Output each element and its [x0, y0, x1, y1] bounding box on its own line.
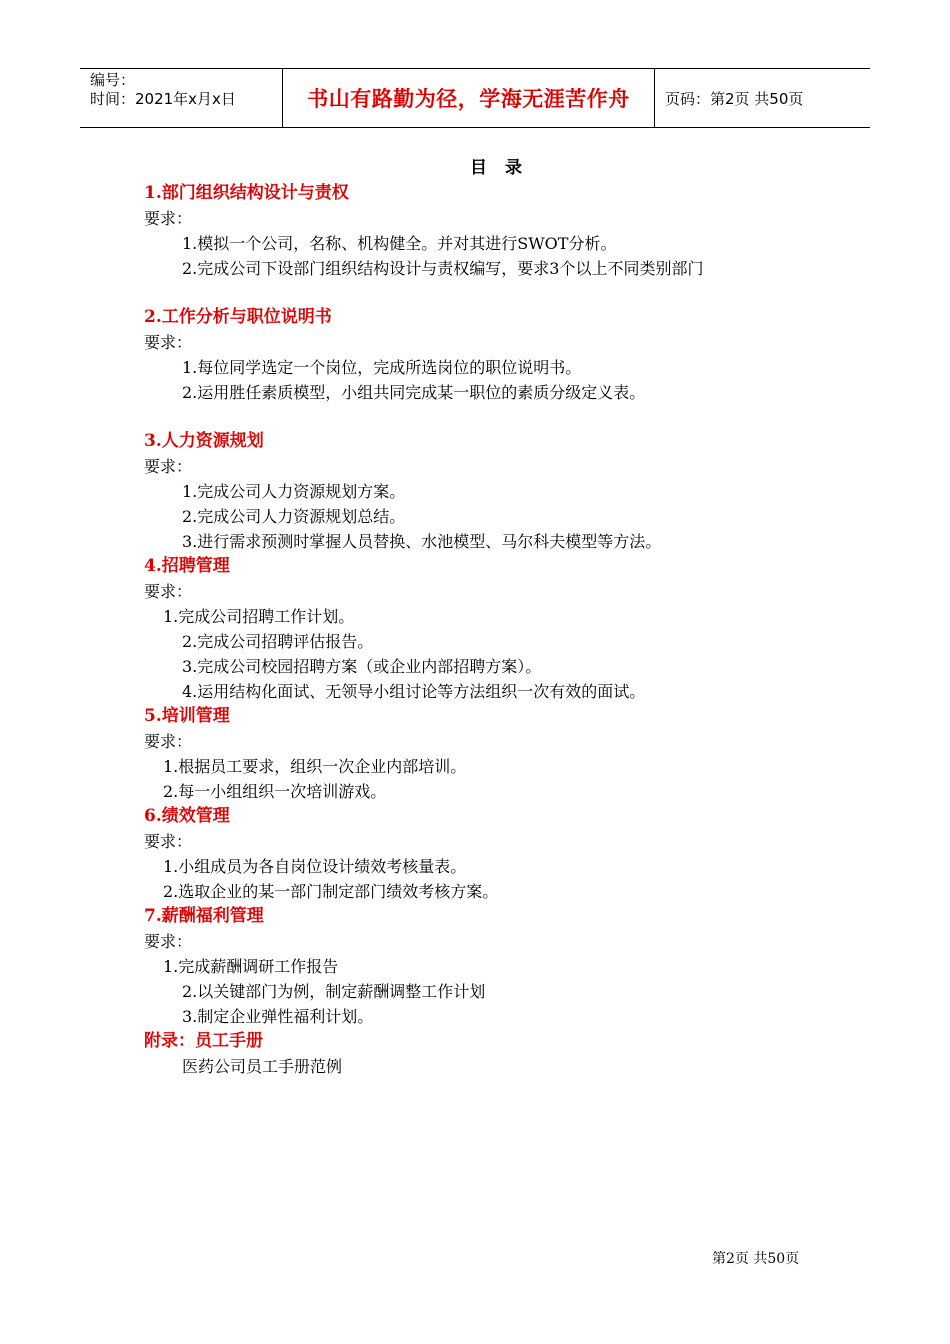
section-title: 5.培训管理 [144, 706, 230, 726]
requirement-label: 要求： [144, 732, 193, 751]
section-title: 1.部门组织结构设计与责权 [144, 183, 349, 203]
toc-section-3 [144, 429, 844, 554]
section-title: 3.人力资源规划 [144, 431, 264, 451]
header-motto: 书山有路勤为径，学海无涯苦作舟 [282, 69, 655, 127]
header-page-info: 页码：第2页 共50页 [665, 89, 804, 108]
toc-section-7 [144, 904, 844, 1029]
header-meta [80, 69, 282, 127]
toc-section-6 [144, 804, 844, 904]
list-item: 1.模拟一个公司，名称、机构健全。并对其进行SWOT分析。 [182, 234, 617, 253]
list-item: 2.运用胜任素质模型，小组共同完成某一职位的素质分级定义表。 [182, 383, 646, 402]
requirement-label: 要求： [144, 832, 193, 851]
section-title: 2.工作分析与职位说明书 [144, 307, 332, 327]
list-item: 1.完成公司人力资源规划方案。 [182, 482, 406, 501]
list-item: 3.制定企业弹性福利计划。 [182, 1007, 374, 1026]
document-date: 时间：2021年x月x日 [90, 90, 236, 108]
list-item: 3.完成公司校园招聘方案（或企业内部招聘方案）。 [182, 657, 542, 676]
document-number: 编号： [90, 71, 136, 89]
requirement-label: 要求： [144, 457, 193, 476]
list-item: 1.小组成员为各自岗位设计绩效考核量表。 [163, 857, 467, 876]
toc-section-4 [144, 554, 844, 704]
list-item: 3.进行需求预测时掌握人员替换、水池模型、马尔科夫模型等方法。 [182, 532, 662, 551]
list-item: 2.完成公司下设部门组织结构设计与责权编写，要求3个以上不同类别部门 [182, 259, 704, 278]
requirement-label: 要求： [144, 932, 193, 951]
section-title: 附录：员工手册 [144, 1031, 263, 1051]
toc-section-5 [144, 704, 844, 804]
page-header [80, 68, 870, 128]
requirement-label: 要求： [144, 333, 193, 352]
toc-title: 目 录 [470, 158, 528, 178]
list-item: 2.以关键部门为例，制定薪酬调整工作计划 [182, 982, 486, 1001]
list-item: 2.完成公司人力资源规划总结。 [182, 507, 406, 526]
list-item: 1.根据员工要求，组织一次企业内部培训。 [163, 757, 467, 776]
list-item: 1.完成公司招聘工作计划。 [163, 607, 355, 626]
list-item: 2.完成公司招聘评估报告。 [182, 632, 374, 651]
list-item: 4.运用结构化面试、无领导小组讨论等方法组织一次有效的面试。 [182, 682, 646, 701]
list-item: 2.每一小组组织一次培训游戏。 [163, 782, 387, 801]
section-title: 4.招聘管理 [144, 556, 230, 576]
list-item: 2.选取企业的某一部门制定部门绩效考核方案。 [163, 882, 499, 901]
toc-section-1 [144, 181, 844, 281]
section-title: 7.薪酬福利管理 [144, 906, 264, 926]
toc-content [144, 155, 844, 1079]
requirement-label: 要求： [144, 209, 193, 228]
toc-section-2 [144, 305, 844, 405]
requirement-label: 要求： [144, 582, 193, 601]
section-title: 6.绩效管理 [144, 806, 230, 826]
toc-section-appendix [144, 1029, 844, 1079]
page-footer: 第2页 共50页 [712, 1251, 800, 1267]
list-item: 医药公司员工手册范例 [182, 1057, 343, 1076]
list-item: 1.每位同学选定一个岗位，完成所选岗位的职位说明书。 [182, 358, 582, 377]
list-item: 1.完成薪酬调研工作报告 [163, 957, 339, 976]
